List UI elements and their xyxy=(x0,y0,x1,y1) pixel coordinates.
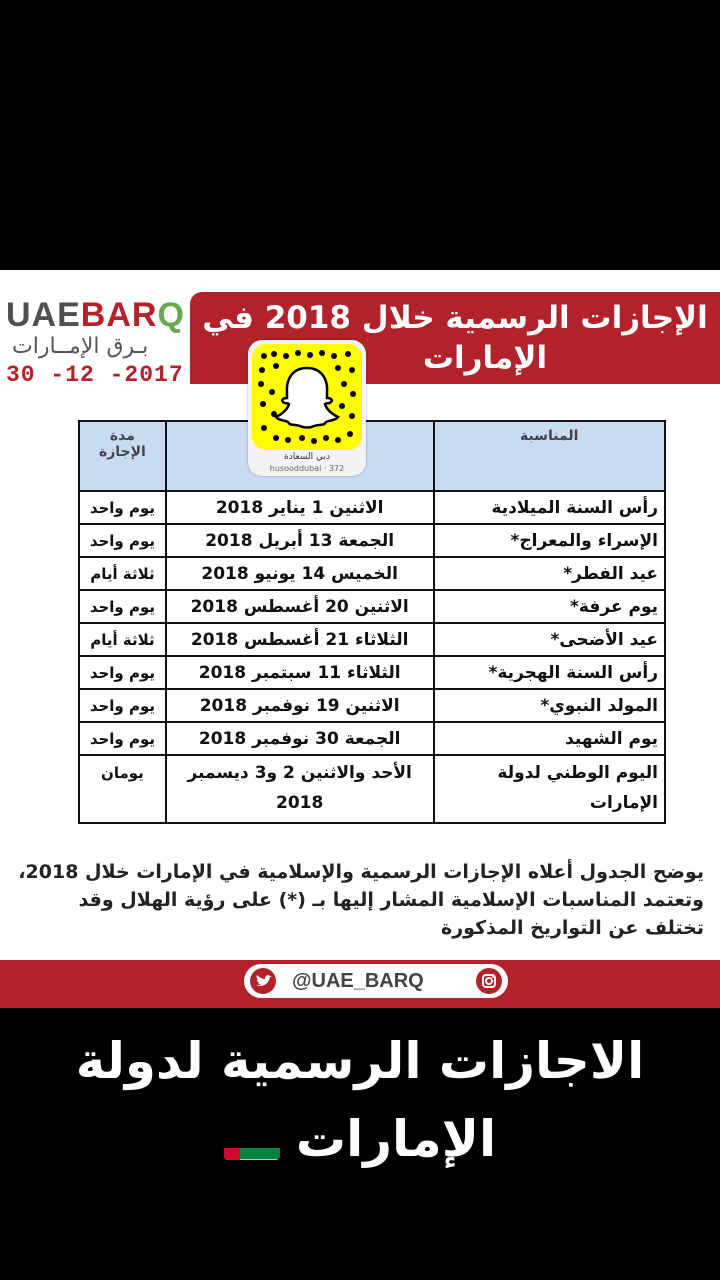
logo-brand-q: Q xyxy=(157,296,185,334)
occasion-cell: رأس السنة الهجرية* xyxy=(434,656,666,689)
table-row xyxy=(79,524,665,557)
table-row xyxy=(79,491,665,524)
title-line-2: الإمارات xyxy=(422,340,548,376)
duration-cell: يوم واحد xyxy=(79,656,166,689)
occasion-cell: الإسراء والمعراج* xyxy=(434,524,666,557)
table-row xyxy=(79,722,665,755)
duration-cell: يوم واحد xyxy=(79,689,166,722)
date-cell: الثلاثاء 21 أغسطس 2018 xyxy=(166,623,434,656)
caption-line-2-wrap xyxy=(0,1100,720,1178)
duration-cell: يوم واحد xyxy=(79,491,166,524)
duration-cell: يوم واحد xyxy=(79,722,166,755)
date-cell: الاثنين 19 نوفمبر 2018 xyxy=(166,689,434,722)
date-cell: الاثنين 1 يناير 2018 xyxy=(166,491,434,524)
footer-bar xyxy=(0,960,720,1008)
logo-brand-bar: BAR xyxy=(80,296,158,334)
caption-line-1: الاجازات الرسمية لدولة xyxy=(75,1032,645,1090)
table-row xyxy=(79,755,665,823)
footnote-text: يوضح الجدول أعلاه الإجازات الرسمية والإسلامية في الإمارات خلال 2018، وتعتمد المناسبات الإسلامية المشار إليها بـ (*) على رؤية الهلال وقد تختلف عن التواريخ المذكورة xyxy=(18,861,704,939)
occasion-cell: المولد النبوي* xyxy=(434,689,666,722)
occasion-cell: يوم عرفة* xyxy=(434,590,666,623)
table-row xyxy=(79,623,665,656)
snapcode-score: 372 xyxy=(328,464,345,473)
snapcode-caption: دبي السعادة xyxy=(284,452,330,462)
duration-cell: يومان xyxy=(79,755,166,823)
occasion-cell: عيد الفطر* xyxy=(434,557,666,590)
table-row xyxy=(79,557,665,590)
instagram-icon xyxy=(476,968,502,994)
twitter-bird-icon xyxy=(250,968,276,994)
duration-cell: ثلاثة أيام xyxy=(79,623,166,656)
snapcode-user: husooddubai · 372 xyxy=(269,464,345,473)
occasion-cell: رأس السنة الميلادية xyxy=(434,491,666,524)
occasion-cell: عيد الأضحى* xyxy=(434,623,666,656)
duration-cell: ثلاثة أيام xyxy=(79,557,166,590)
snapcode-icon xyxy=(252,344,362,450)
date-cell: الخميس 14 يونيو 2018 xyxy=(166,557,434,590)
uaebarq-logo xyxy=(6,296,188,392)
duration-cell: يوم واحد xyxy=(79,524,166,557)
story-caption xyxy=(0,1022,720,1178)
image-card xyxy=(0,270,720,1008)
instagram-camera-icon xyxy=(476,968,502,994)
twitter-handle: @UAE_BARQ xyxy=(292,970,424,992)
date-cell: الثلاثاء 11 سبتمبر 2018 xyxy=(166,656,434,689)
header-occasion: المناسبة xyxy=(434,421,666,491)
occasion-cell: يوم الشهيد xyxy=(434,722,666,755)
date-cell: الأحد والاثنين 2 و3 ديسمبر 2018 xyxy=(166,755,434,823)
header-duration: مدة الإجازة xyxy=(79,421,166,491)
duration-cell: يوم واحد xyxy=(79,590,166,623)
logo-brand xyxy=(6,296,188,334)
uae-flag-icon xyxy=(224,1126,280,1160)
table-row xyxy=(79,656,665,689)
snapcode-sticker[interactable] xyxy=(248,340,366,476)
table-row xyxy=(79,590,665,623)
twitter-icon xyxy=(250,968,276,994)
date-cell: الاثنين 20 أغسطس 2018 xyxy=(166,590,434,623)
table-header-row xyxy=(79,421,665,491)
title-line-1: الإجازات الرسمية خلال 2018 في xyxy=(202,300,708,336)
date-cell: الجمعة 30 نوفمبر 2018 xyxy=(166,722,434,755)
handle-pill[interactable] xyxy=(244,964,508,998)
occasion-cell: اليوم الوطني لدولة الإمارات xyxy=(434,755,666,823)
caption-line-2: الإمارات xyxy=(295,1110,497,1168)
snapcode-dots-icon xyxy=(252,344,362,450)
logo-date: 30 -12 -2017 xyxy=(6,362,184,388)
snapcode-username: husooddubai xyxy=(269,464,322,473)
logo-subtitle: بـرق الإمــارات xyxy=(12,334,149,359)
holidays-table xyxy=(78,420,666,824)
logo-brand-uae: UAE xyxy=(6,296,81,334)
table-row xyxy=(79,689,665,722)
date-cell: الجمعة 13 أبريل 2018 xyxy=(166,524,434,557)
